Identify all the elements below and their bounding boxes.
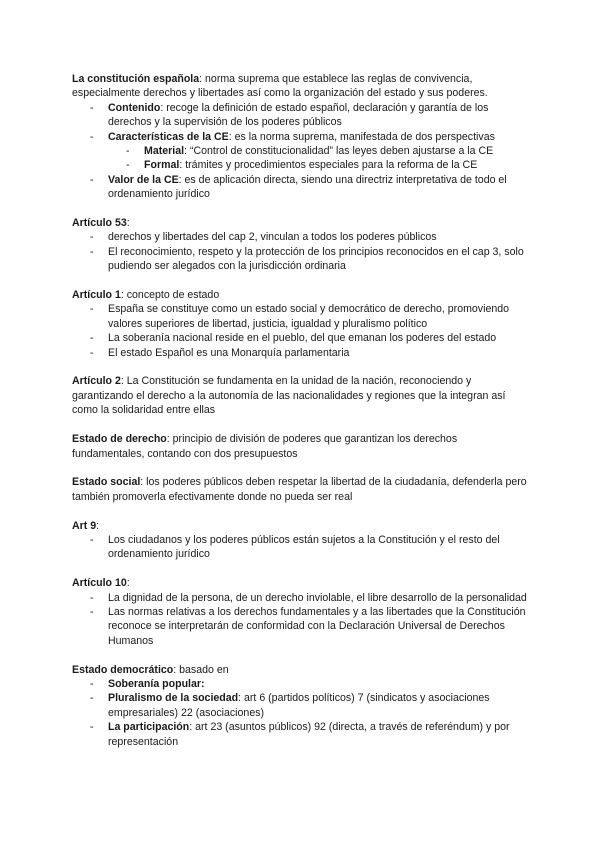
section-articulo-2: Artículo 2: La Constitución se fundamenta en la unidad de la nación, reconociendo y garantizando el derecho a la autonomía de las nacionalidades y regiones que la integran así como la solidaridad entre ellas xyxy=(72,375,506,417)
section-title: Estado democrático xyxy=(72,663,174,676)
document-page xyxy=(72,72,532,749)
section-text: : norma suprema que establece las reglas de convivencia, especialmente derechos y libertades así como la organización del estado y sus poderes. xyxy=(72,73,488,100)
section-articulo-53: Artículo 53: xyxy=(72,217,130,230)
list-item: - Contenido: recoge la definición de estado español, declaración y garantía de los derechos y la supervisión de los poderes públicos xyxy=(90,101,489,129)
section-title: Artículo 2 xyxy=(72,375,121,388)
section-title: Estado social xyxy=(72,476,141,489)
section-estado-social: Estado social: los poderes públicos deben respetar la libertad de la ciudadanía, defenderla pero también promoverla efectivamente donde no pueda ser real xyxy=(72,476,527,503)
section-title: Estado de derecho xyxy=(72,433,167,446)
section-title: La constitución española xyxy=(72,73,200,85)
list-item: - derechos y libertades del cap 2, vinculan a todos los poderes públicos xyxy=(90,231,437,244)
list-item: - Características de la CE: es la norma suprema, manifestada de dos perspectivas xyxy=(90,130,495,143)
section-articulo-1: Artículo 1: concepto de estado xyxy=(72,289,220,302)
section-estado-democratico: Estado democrático: basado en xyxy=(72,663,229,676)
list-item: - La participación: art 23 (asuntos públicos) 92 (directa, a través de referéndum) y por representación xyxy=(90,721,510,748)
list-item: - El reconocimiento, respeto y la protección de los principios reconocidos en el cap 3, solo pudiendo ser alegados con la jurisdicción ordinaria xyxy=(90,245,524,273)
section-art-9: Art 9: xyxy=(72,519,100,532)
section-estado-derecho: Estado de derecho: principio de división de poderes que garantizan los derechos fundamentales, contando con dos presupuestos xyxy=(72,433,458,460)
list-item: - Las normas relativas a los derechos fundamentales y a las libertades que la Constitución reconoce se interpretarán de conformidad con la Declaración Universal de Derechos Humanos xyxy=(90,605,526,647)
list-item: - Soberanía popular: xyxy=(90,677,205,690)
sub-list-item: - Formal: trámites y procedimientos especiales para la reforma de la CE xyxy=(126,159,478,172)
list-item: - Los ciudadanos y los poderes públicos están sujetos a la Constitución y el resto del ordenamiento jurídico xyxy=(90,533,500,561)
list-item: - La dignidad de la persona, de un derecho inviolable, el libre desarrollo de la personalidad xyxy=(90,591,527,604)
list-item: - Pluralismo de la sociedad: art 6 (partidos políticos) 7 (sindicatos y asociaciones empresariales) 22 (asociaciones) xyxy=(90,692,490,719)
section-articulo-10: Artículo 10: xyxy=(72,577,130,590)
section-title: Artículo 1 xyxy=(72,289,121,302)
section-title: Artículo 53 xyxy=(72,217,127,230)
section-title: Artículo 10 xyxy=(72,577,127,590)
list-item: - España se constituye como un estado social y democrático de derecho, promoviendo valores superiores de libertad, justicia, igualdad y pluralismo político xyxy=(90,303,510,330)
list-item: - Valor de la CE: es de aplicación directa, siendo una directriz interpretativa de todo el ordenamiento jurídico xyxy=(90,173,507,201)
list-item: - El estado Español es una Monarquía parlamentaria xyxy=(90,346,350,359)
sub-list-item: - Material: “Control de constitucionalidad” las leyes deben ajustarse a la CE xyxy=(126,145,494,158)
section-constitucion xyxy=(72,72,532,101)
list-item: - La soberanía nacional reside en el pueblo, del que emanan los poderes del estado xyxy=(90,332,497,345)
section-title: Art 9 xyxy=(72,519,97,532)
